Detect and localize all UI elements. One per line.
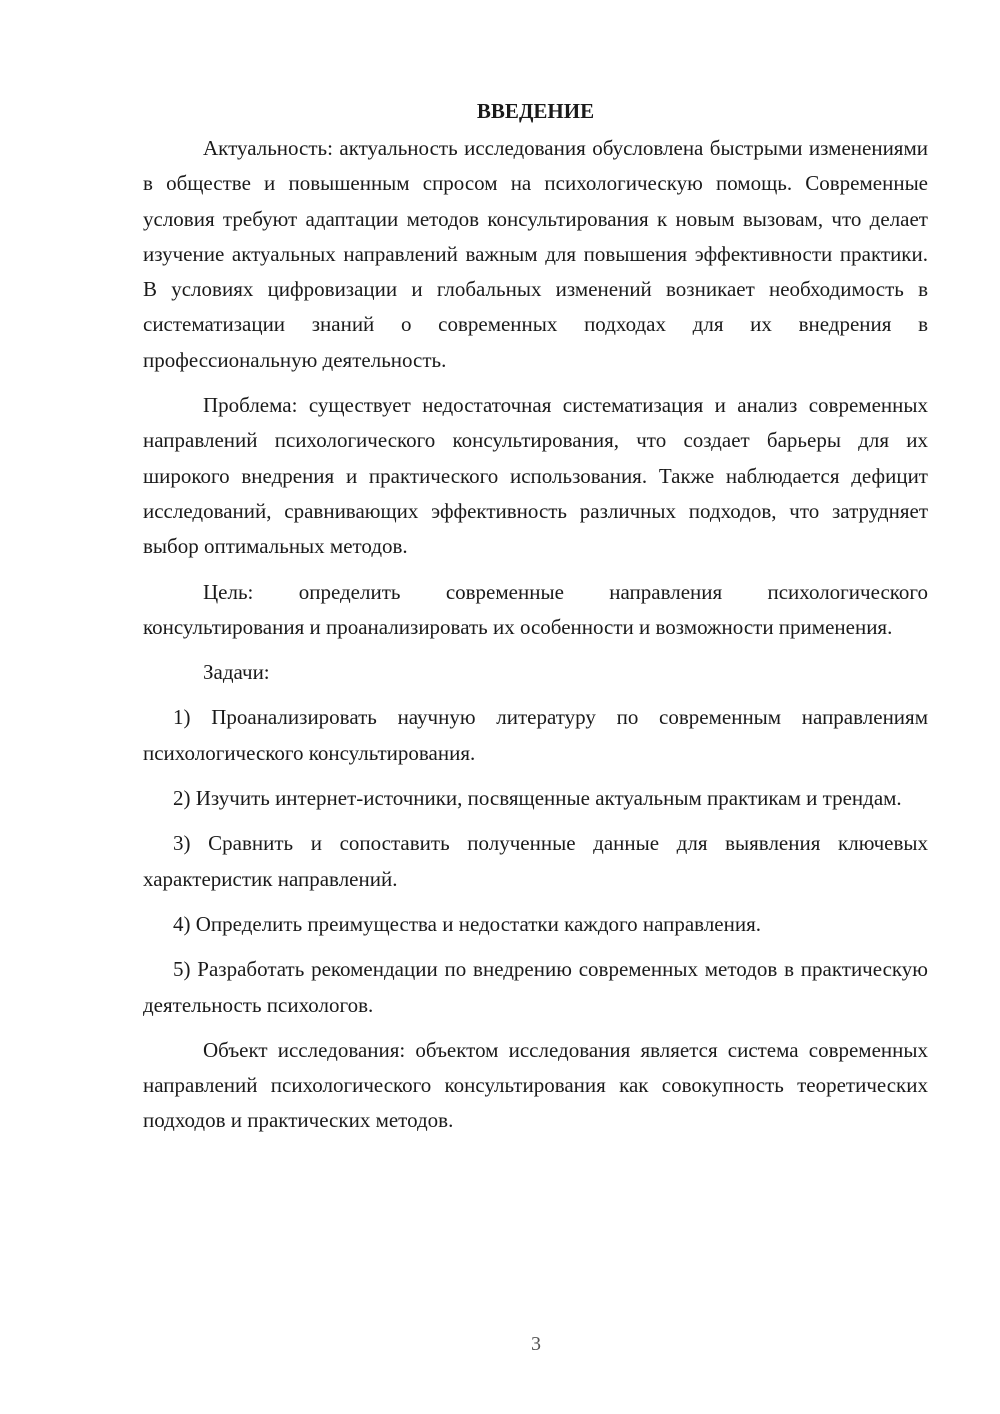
- tasks-heading: Задачи:: [203, 660, 270, 685]
- task-item: 5) Разработать рекомендации по внедрению современных методов в практическую деятельность психологов.: [143, 957, 928, 1017]
- task-item: 3) Сравнить и сопоставить полученные данные для выявления ключевых характеристик направлений.: [143, 831, 928, 891]
- paragraph-object: Объект исследования: объектом исследования является система современных направлений психологического консультирования как совокупность теоретических подходов и практических методов.: [143, 1037, 928, 1133]
- paragraph-problem: Проблема: существует недостаточная систематизация и анализ современных направлений психологического консультирования, что создает барьеры для их широкого внедрения и практического использования. Также наблюдается дефицит исследований, сравнивающих эффективность различных подходов, что затрудняет выбор оптимальных методов.: [143, 393, 928, 559]
- task-item: 2) Изучить интернет-источники, посвященные актуальным практикам и трендам.: [173, 786, 902, 811]
- paragraph-goal: Цель: определить современные направления психологического консультирования и проанализировать их особенности и возможности применения.: [143, 579, 928, 639]
- paragraph-relevance: Актуальность: актуальность исследования обусловлена быстрыми изменениями в обществе и повышенным спросом на психологическую помощь. Современные условия требуют адаптации методов консультирования к новым вызовам, что делает изучение актуальных направлений важным для повышения эффективности практики. В условиях цифровизации и глобальных изменений возникает необходимость в систематизации знаний о современных подходах для их внедрения в профессиональную деятельность.: [143, 136, 928, 372]
- task-item: 1) Проанализировать научную литературу по современным направлениям психологического консультирования.: [143, 705, 928, 765]
- document-page: [143, 96, 928, 1149]
- page-number: 3: [531, 1333, 541, 1355]
- task-item: 4) Определить преимущества и недостатки каждого направления.: [173, 911, 762, 936]
- page-title: ВВЕДЕНИЕ: [476, 99, 595, 123]
